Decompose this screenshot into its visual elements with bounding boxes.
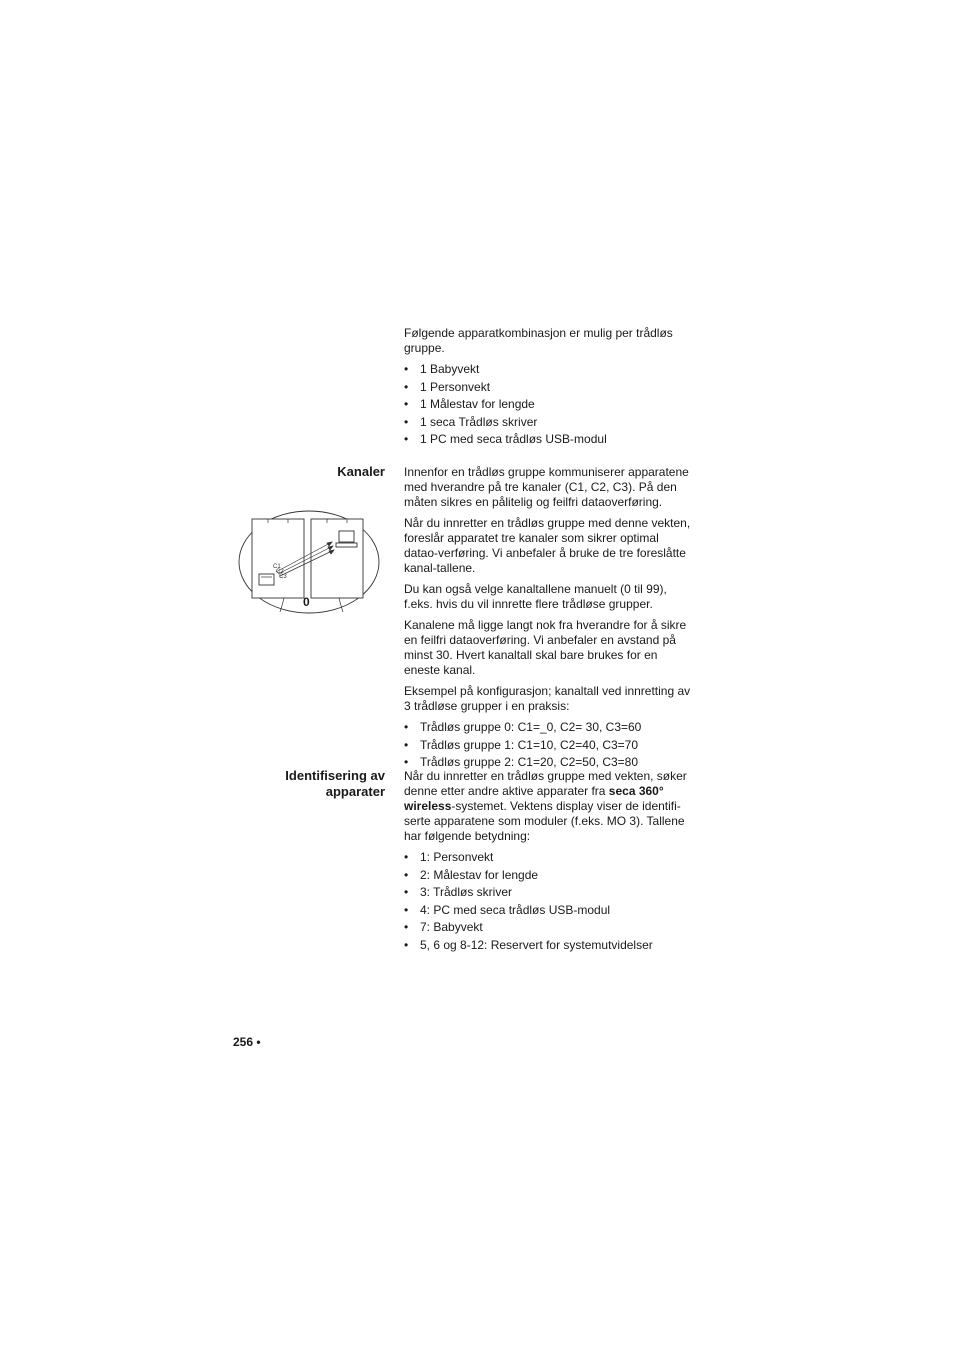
intro-text: Følgende apparatkombinasjon er mulig per trådløs gruppe.	[404, 326, 673, 355]
c3-label: C3	[279, 574, 287, 580]
page-number: 256 •	[233, 1035, 261, 1049]
group-number: 0	[303, 595, 310, 609]
room-right	[311, 519, 363, 598]
computer-icon	[336, 531, 357, 547]
kanaler-section	[404, 465, 696, 776]
list-item: • 7: Babyvekt	[404, 920, 696, 935]
kanaler-p5: Eksempel på konfigurasjon; kanaltall ved innretting av 3 trådløse grupper i en praksis:	[404, 684, 691, 713]
list-item: • 4: PC med seca trådløs USB-modul	[404, 903, 696, 918]
kanaler-p2: Når du innretter en trådløs gruppe med denne vekten, foreslår apparatet tre kanaler som sikrer optimal datao-verføring. Vi anbefaler å bruke de tre foreslåtte kanal-tallene.	[404, 516, 691, 575]
room-left	[252, 519, 304, 598]
list-item: • Trådløs gruppe 2: C1=20, C2=50, C3=80	[404, 755, 696, 770]
list-item: • 5, 6 og 8-12: Reservert for systemutvidelser	[404, 938, 696, 953]
kanaler-p4: Kanalene må ligge langt nok fra hverandre for å sikre en feilfri dataoverføring. Vi anbefaler en avstand på minst 30. Hvert kanaltall skal bare brukes for en eneste kanal.	[404, 618, 687, 677]
list-item: • 1 seca Trådløs skriver	[404, 415, 696, 430]
list-item: • 1: Personvekt	[404, 850, 696, 865]
ident-section	[404, 769, 696, 959]
c2-label: C2	[276, 569, 284, 575]
list-item: • 2: Målestav for lengde	[404, 868, 696, 883]
list-item: • 1 PC med seca trådløs USB-modul	[404, 432, 696, 447]
channel-example-list	[404, 720, 696, 770]
ident-p1: Når du innretter en trådløs gruppe med vekten, søker denne etter andre aktive apparater fra seca 360° wireless-systemet. Vektens display viser de identifi-serte apparatene som moduler (f.eks. MO 3). Tallene har følgende betydning:	[404, 769, 687, 843]
kanaler-p1: Innenfor en trådløs gruppe kommuniserer apparatene med hverandre på tre kanaler (C1, C2, C3). På den måten sikres en pålitelig og feilfri dataoverføring.	[404, 465, 689, 509]
list-item: • 1 Babyvekt	[404, 362, 696, 377]
device-list	[404, 362, 696, 447]
list-item: • 3: Trådløs skriver	[404, 885, 696, 900]
list-item: • 1 Målestav for lengde	[404, 397, 696, 412]
list-item: • Trådløs gruppe 0: C1=_0, C2= 30, C3=60	[404, 720, 696, 735]
scale-icon	[259, 574, 274, 585]
kanaler-heading: Kanaler	[337, 464, 385, 479]
intro-section	[404, 326, 696, 453]
kanaler-p3: Du kan også velge kanaltallene manuelt (0 til 99), f.eks. hvis du vil innrette flere trådløse grupper.	[404, 582, 667, 611]
c1-label: C1	[273, 564, 281, 570]
channel-diagram	[238, 510, 380, 616]
module-list	[404, 850, 696, 953]
list-item: • Trådløs gruppe 1: C1=10, C2=40, C3=70	[404, 738, 696, 753]
ident-heading: Identifisering av apparater	[285, 768, 385, 799]
product-name: seca 360° wireless	[404, 784, 664, 813]
list-item: • 1 Personvekt	[404, 380, 696, 395]
